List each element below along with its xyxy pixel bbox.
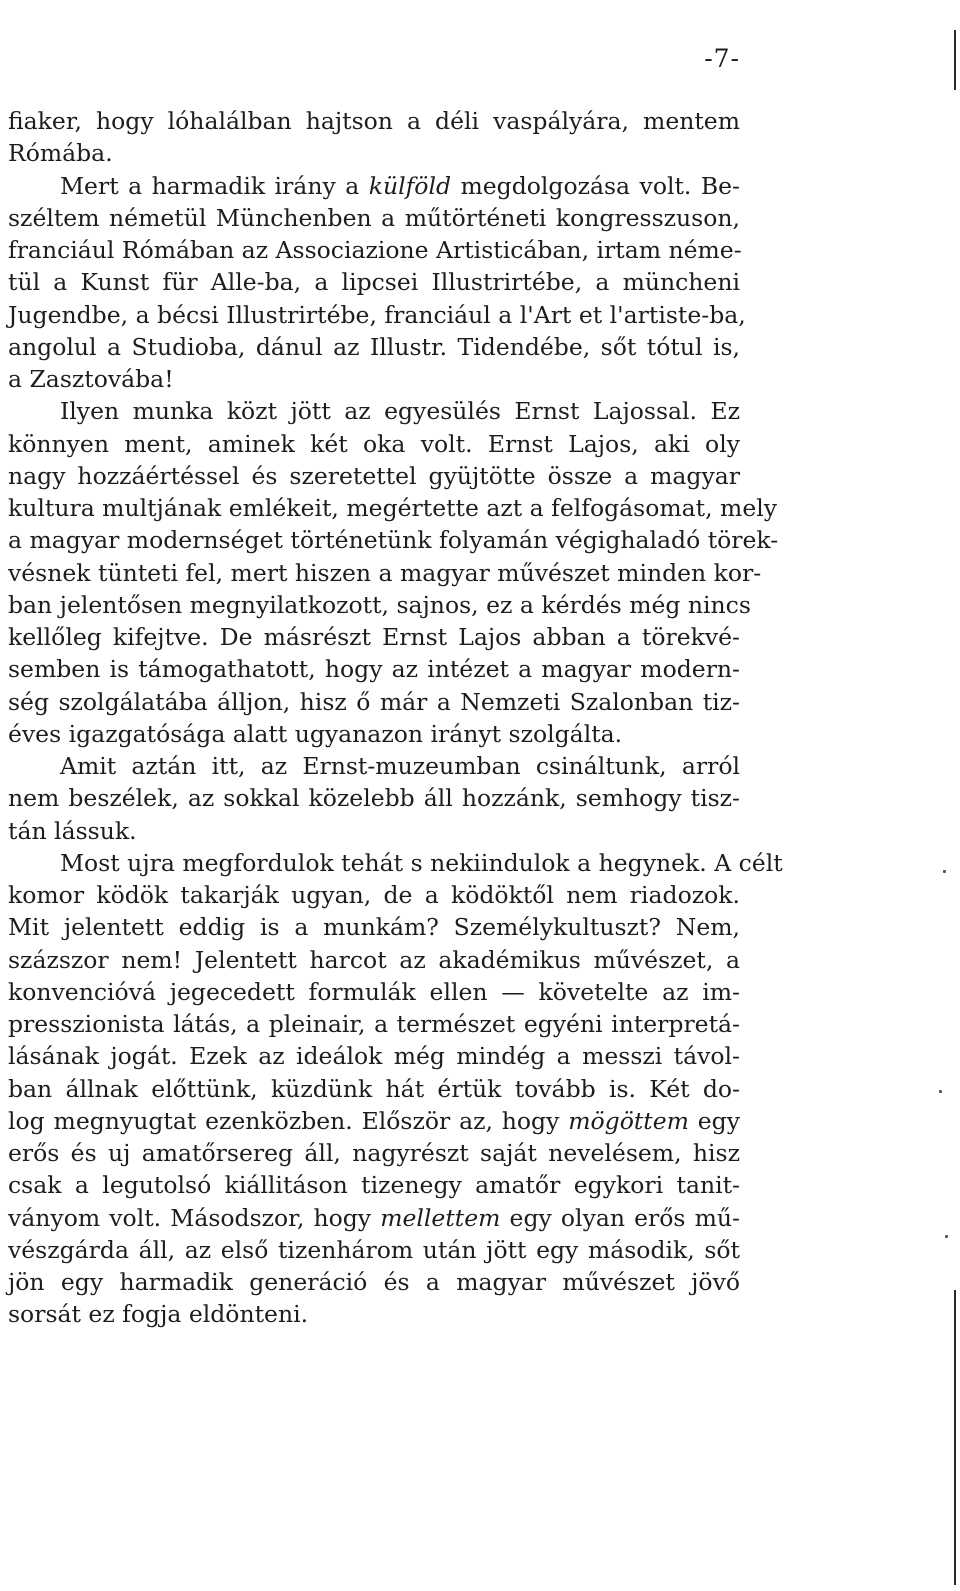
text-line: [8, 1266, 740, 1298]
text-line: [8, 363, 740, 395]
text-line: [8, 234, 740, 266]
text-line: [8, 1105, 740, 1137]
text-line: [8, 976, 740, 1008]
text-line: [8, 847, 783, 879]
scan-edge-bottom: [954, 1290, 956, 1585]
text-line: [8, 944, 740, 976]
text-line: [8, 1008, 740, 1040]
line-text: Mert a harmadik irány a: [60, 171, 369, 200]
line-text: fiaker, hogy lóhalálban hajtson a déli vaspályára, mentem: [8, 107, 740, 135]
text-line: [8, 1202, 740, 1234]
text-line: [8, 686, 740, 718]
line-text: Mit jelentett eddig is a munkám? Személykultuszt? Nem,: [8, 913, 740, 942]
text-line: [8, 815, 740, 847]
italic-text: mellettem: [380, 1203, 501, 1232]
line-text: kellőleg kifejtve. De másrészt Ernst Lajos abban a törekvé-: [8, 623, 740, 651]
line-text: vésnek tünteti fel, mert hiszen a magyar művészet minden kor-: [8, 558, 762, 587]
line-text: franciául Rómában az Associazione Artisticában, irtam néme-: [8, 236, 742, 264]
text-line: [8, 105, 740, 137]
line-text: jön egy harmadik generáció és a magyar művészet jövő: [8, 1268, 740, 1296]
text-line: [8, 395, 740, 427]
line-text: a Zasztovába!: [8, 365, 174, 393]
text-line: [8, 879, 740, 911]
line-text: semben is támogathatott, hogy az intézet a magyar modern-: [8, 655, 740, 684]
line-text: komor ködök takarják ugyan, de a ködöktől nem riadozok.: [8, 881, 740, 909]
text-line: [8, 1040, 740, 1072]
text-line: [8, 653, 740, 685]
line-text: ség szolgálatába álljon, hisz ő már a Nemzeti Szalonban tiz-: [8, 687, 740, 716]
text-line: [8, 1073, 740, 1105]
line-text: Most ujra megfordulok tehát s nekiindulok a hegynek. A célt: [60, 848, 783, 877]
text-line: [8, 557, 762, 589]
line-text: éves igazgatósága alatt ugyanazon irányt szolgálta.: [8, 719, 623, 748]
text-line: [8, 1298, 740, 1330]
line-text: angolul a Studioba, dánul az Illustr. Tidendébe, sőt tótul is,: [8, 332, 740, 361]
line-text: Rómába.: [8, 139, 113, 168]
text-line: [8, 492, 778, 524]
line-text: széltem németül Münchenben a műtörténeti kongresszuson,: [8, 203, 740, 232]
text-line: [8, 299, 746, 331]
text-line: [8, 331, 740, 363]
text-line: [8, 750, 740, 782]
line-text: ban állnak előttünk, küzdünk hát értük tovább is. Két do-: [8, 1074, 740, 1103]
page-number: -7-: [704, 44, 740, 73]
line-text: Ilyen munka közt jött az egyesülés Ernst Lajossal. Ez: [60, 397, 740, 426]
text-line: [8, 202, 740, 234]
line-text: erős és uj amatőrsereg áll, nagyrészt saját nevelésem, hisz: [8, 1139, 740, 1167]
text-line: [8, 782, 740, 814]
line-text: konvencióvá jegecedett formulák ellen — követelte az im-: [8, 977, 740, 1006]
line-text: egy olyan erős mű-: [500, 1203, 740, 1232]
line-text: Amit aztán itt, az Ernst-muzeumban csináltunk, arról: [60, 752, 740, 780]
text-line: [8, 524, 779, 556]
text-line: [8, 621, 740, 653]
text-line: [8, 137, 740, 169]
text-line: [8, 266, 740, 298]
line-text: könnyen ment, aminek két oka volt. Ernst Lajos, aki oly: [8, 429, 740, 458]
line-text: a magyar modernséget történetünk folyamán végighaladó törek-: [8, 526, 779, 555]
line-text: log megnyugtat ezenközben. Először az, hogy: [8, 1106, 569, 1135]
text-line: [8, 911, 740, 943]
text-line: [8, 1169, 740, 1201]
text-line: [8, 1234, 740, 1266]
text-body: [8, 105, 783, 1331]
line-text: csak a legutolsó kiállitáson tizenegy amatőr egykori tanit-: [8, 1171, 740, 1200]
line-text: nem beszélek, az sokkal közelebb áll hozzánk, semhogy tisz-: [8, 784, 740, 813]
line-text: sorsát ez fogja eldönteni.: [8, 1300, 309, 1329]
line-text: tül a Kunst für Alle-ba, a lipcsei Illustrirtébe, a müncheni: [8, 268, 740, 297]
scan-speck: [943, 870, 946, 873]
italic-text: mögöttem: [568, 1106, 689, 1135]
text-line: [8, 1137, 740, 1169]
scan-speck: [939, 1090, 942, 1093]
scan-edge-top: [954, 30, 956, 90]
text-line: [8, 170, 740, 202]
scan-speck: [945, 1235, 948, 1238]
line-text: tán lássuk.: [8, 816, 137, 845]
line-text: ban jelentősen megnyilatkozott, sajnos, ez a kérdés még nincs: [8, 590, 751, 619]
text-line: [8, 589, 751, 621]
italic-text: külföld: [368, 171, 451, 200]
line-text: ványom volt. Másodszor, hogy: [8, 1203, 381, 1232]
line-text: kultura multjának emlékeit, megértette azt a felfogásomat, mely: [8, 494, 778, 522]
text-line: [8, 718, 740, 750]
line-text: nagy hozzáértéssel és szeretettel gyüjtötte össze a magyar: [8, 461, 740, 490]
text-line: [8, 428, 740, 460]
text-line: [8, 460, 740, 492]
line-text: megdolgozása volt. Be-: [451, 171, 740, 200]
line-text: Jugendbe, a bécsi Illustrirtébe, franciául a l'Art et l'artiste-ba,: [8, 300, 746, 329]
line-text: százszor nem! Jelentett harcot az akadémikus művészet, a: [8, 945, 740, 974]
line-text: vészgárda áll, az első tizenhárom után jött egy második, sőt: [8, 1235, 740, 1264]
line-text: presszionista látás, a pleinair, a természet egyéni interpretá-: [8, 1010, 740, 1038]
line-text: egy: [688, 1106, 741, 1135]
line-text: lásának jogát. Ezek az ideálok még mindég a messzi távol-: [8, 1042, 740, 1071]
